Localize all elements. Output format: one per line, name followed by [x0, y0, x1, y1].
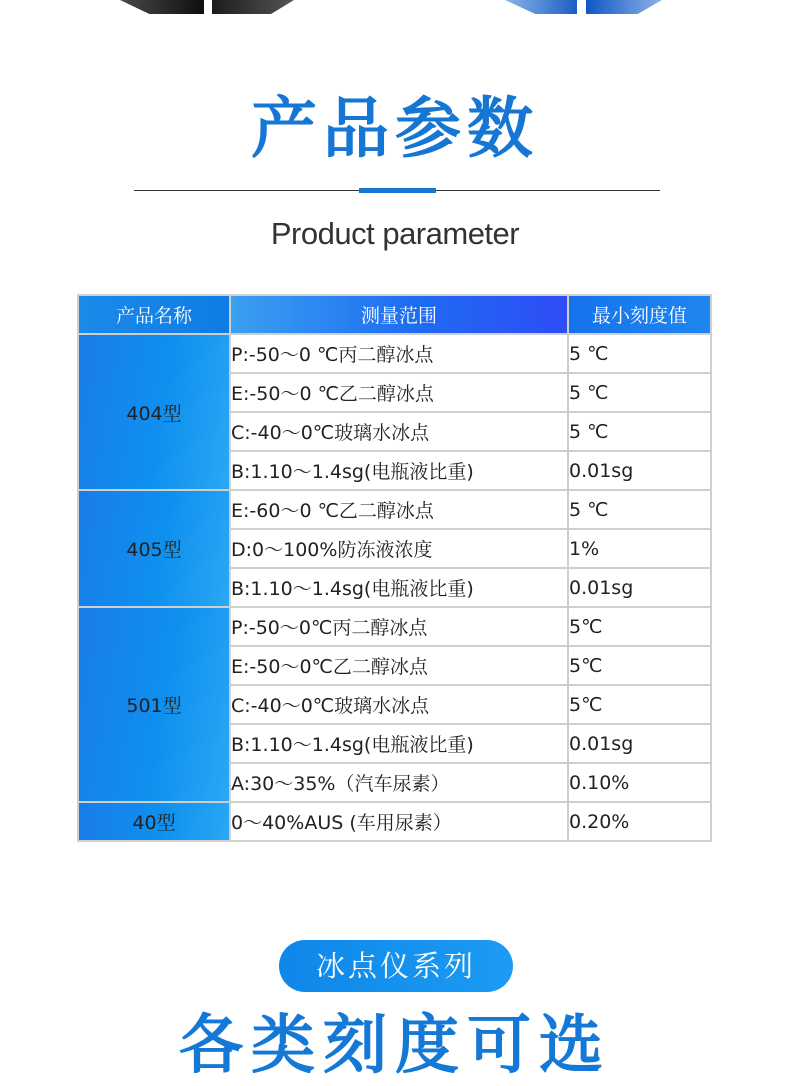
range-cell: B:1.10～1.4sg(电瓶液比重) — [230, 568, 568, 607]
model-cell: 404型 — [78, 334, 230, 490]
range-cell: 0～40%AUS (车用尿素） — [230, 802, 568, 841]
min-scale-cell: 5℃ — [568, 646, 711, 685]
table-row — [78, 334, 711, 373]
min-scale-cell: 5℃ — [568, 607, 711, 646]
min-scale-cell: 0.01sg — [568, 451, 711, 490]
min-scale-cell: 5 ℃ — [568, 373, 711, 412]
product-photo-fragment — [505, 0, 577, 14]
series-badge: 冰点仪系列 — [279, 940, 513, 992]
min-scale-cell: 1% — [568, 529, 711, 568]
min-scale-cell: 0.10% — [568, 763, 711, 802]
table-header-row — [78, 295, 711, 334]
header-product-name: 产品名称 — [78, 295, 230, 334]
product-photo-fragment — [586, 0, 662, 14]
section-tagline: 各类刻度可选 — [179, 1008, 611, 1083]
header-measuring-range: 测量范围 — [230, 295, 568, 334]
title-divider-accent — [359, 188, 436, 193]
range-cell: A:30～35%（汽车尿素） — [230, 763, 568, 802]
range-cell: D:0～100%防冻液浓度 — [230, 529, 568, 568]
table-row — [78, 490, 711, 529]
min-scale-cell: 5℃ — [568, 685, 711, 724]
product-photo-fragment — [212, 0, 294, 14]
parameter-table — [77, 294, 712, 842]
page-subtitle: Product parameter — [270, 216, 520, 251]
range-cell: C:-40～0℃玻璃水冰点 — [230, 412, 568, 451]
range-cell: P:-50～0℃丙二醇冰点 — [230, 607, 568, 646]
range-cell: E:-60～0 ℃乙二醇冰点 — [230, 490, 568, 529]
model-cell: 501型 — [78, 607, 230, 802]
page-title: 产品参数 — [251, 89, 539, 167]
range-cell: B:1.10～1.4sg(电瓶液比重) — [230, 724, 568, 763]
range-cell: E:-50～0℃乙二醇冰点 — [230, 646, 568, 685]
range-cell: B:1.10～1.4sg(电瓶液比重) — [230, 451, 568, 490]
min-scale-cell: 0.01sg — [568, 724, 711, 763]
product-photo-fragment — [120, 0, 204, 14]
min-scale-cell: 5 ℃ — [568, 490, 711, 529]
product-photo-edge — [0, 0, 790, 14]
table-row — [78, 802, 711, 841]
range-cell: E:-50～0 ℃乙二醇冰点 — [230, 373, 568, 412]
min-scale-cell: 5 ℃ — [568, 412, 711, 451]
min-scale-cell: 0.20% — [568, 802, 711, 841]
min-scale-cell: 5 ℃ — [568, 334, 711, 373]
header-min-scale: 最小刻度值 — [568, 295, 711, 334]
range-cell: P:-50～0 ℃丙二醇冰点 — [230, 334, 568, 373]
table-row — [78, 607, 711, 646]
model-cell: 405型 — [78, 490, 230, 607]
min-scale-cell: 0.01sg — [568, 568, 711, 607]
model-cell: 40型 — [78, 802, 230, 841]
range-cell: C:-40～0℃玻璃水冰点 — [230, 685, 568, 724]
